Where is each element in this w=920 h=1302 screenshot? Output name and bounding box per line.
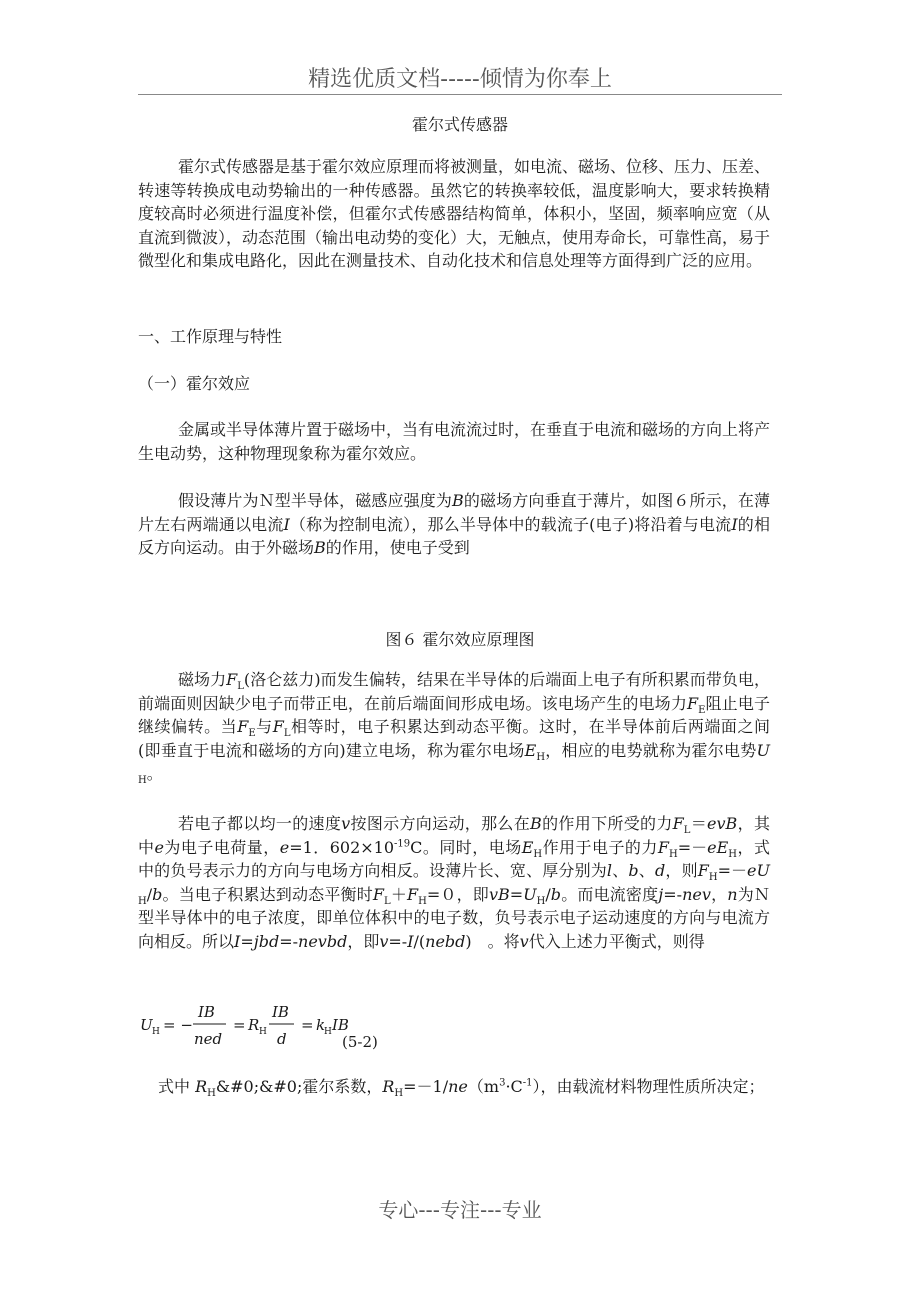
section-heading: 一、工作原理与特性: [138, 327, 283, 346]
eq-tail: IB: [332, 1016, 349, 1034]
page-header: 精选优质文档-----倾情为你奉上: [308, 67, 612, 92]
figure-placeholder: [180, 560, 740, 616]
document-title: 霍尔式传感器: [411, 115, 508, 134]
figure-caption: 图６ 霍尔效应原理图: [385, 630, 535, 649]
intro-paragraph: 霍尔式传感器是基于霍尔效应原理而将被测量，如电流、磁场、位移、压力、压差、转速等转换成电动势输出的一种传感器。虽然它的转换率较低，温度影响大，要求转换精度较高时必须进行温度补偿，但霍尔式传感器结构简单，体积小，坚固，频率响应宽（从直流到微波），动态范围（输出电动势的变化）大，无触点，使用寿命长，可靠性高，易于微型化和集成电路化，因此在测量技术、自动化技术和信息处理等方面得到广泛的应用。: [138, 157, 771, 271]
eq-k: k: [316, 1016, 326, 1034]
assumption-paragraph: 假设薄片为Ｎ型半导体，磁感应强度为B的磁场方向垂直于薄片，如图６所示，在薄片左右两端通以电流I（称为控制电流），那么半导体中的载流子(电子)将沿着与电流I的相反方向运动。由于外磁场B的作用，使电子受到: [138, 491, 770, 558]
hall-voltage-equation: [138, 992, 438, 1056]
equation-number: (5-2): [342, 1033, 378, 1051]
eq-equals-minus: = −: [163, 1016, 193, 1034]
eq-lhs: U: [140, 1016, 153, 1034]
eq-equals-3: =: [301, 1016, 314, 1034]
eq-R-sub: H: [259, 1027, 267, 1037]
lorentz-paragraph: 磁场力$F_L$(洛仑兹力)而发生偏转，结果在半导体的后端面上电子有所积累而带负电，前端面则因缺少电子而带正电，在前后端面间形成电场。该电场产生的电场力$F_E$阻止电子继续偏转。当$F_E$与$F_L$相等时，电子积累达到动态平衡。这时，在半导体前后两端面之间(即垂直于电流和磁场的方向)建立电场，称为霍尔电场$E_H$，相应的电势就称为霍尔电势$U_H$。: [138, 670, 770, 787]
hall-effect-definition: 金属或半导体薄片置于磁场中，当有电流流过时，在垂直于电流和磁场的方向上将产生电动势，这种物理现象称为霍尔效应。: [138, 420, 771, 463]
eq-R: R: [248, 1016, 260, 1034]
eq-equals-2: =: [233, 1016, 246, 1034]
hall-coefficient-paragraph: 式中 $R_H\&\#0;\&\#0$;霍尔系数，$R_H=-1/ne(m^3\cdot C^{-1})$，由载流材料物理性质所决定；: [158, 1077, 765, 1100]
eq-den1: ned: [194, 1030, 223, 1048]
velocity-paragraph: 若电子都以均一的速度v按图示方向运动，那么在B的作用下所受的力$F_L=evB$，其中e为电子电荷量，e=1．$602\times 10^{-19}C$。同时，电场$E_H$作用于电子的力$F_H=-eE_H$，式中的负号表示力的方向与电场方向相反。设薄片长、宽、厚分别为l、b、d，则$F_H=-eU_H/b$。当电子积累达到动态平衡时$F_L+F_H=0$，即$vB=U_H/b$。而电流密度j=-nev，n为Ｎ型半导体中的电子浓度，即单位体积中的电子数，负号表示电子运动速度的方向与电流方向相反。所以I=jbd=-nevbd，即v=-I/(nebd) 。将v代入上述力平衡式，则得: [138, 814, 770, 951]
header-divider: [138, 94, 782, 95]
subsection-heading: （一）霍尔效应: [138, 374, 251, 393]
eq-den2: d: [277, 1030, 287, 1048]
page-footer: 专心---专注---专业: [378, 1198, 542, 1222]
eq-num2: IB: [272, 1003, 289, 1021]
eq-num1: IB: [198, 1003, 215, 1021]
eq-lhs-sub: H: [152, 1027, 160, 1037]
eq-k-sub: H: [324, 1027, 332, 1037]
